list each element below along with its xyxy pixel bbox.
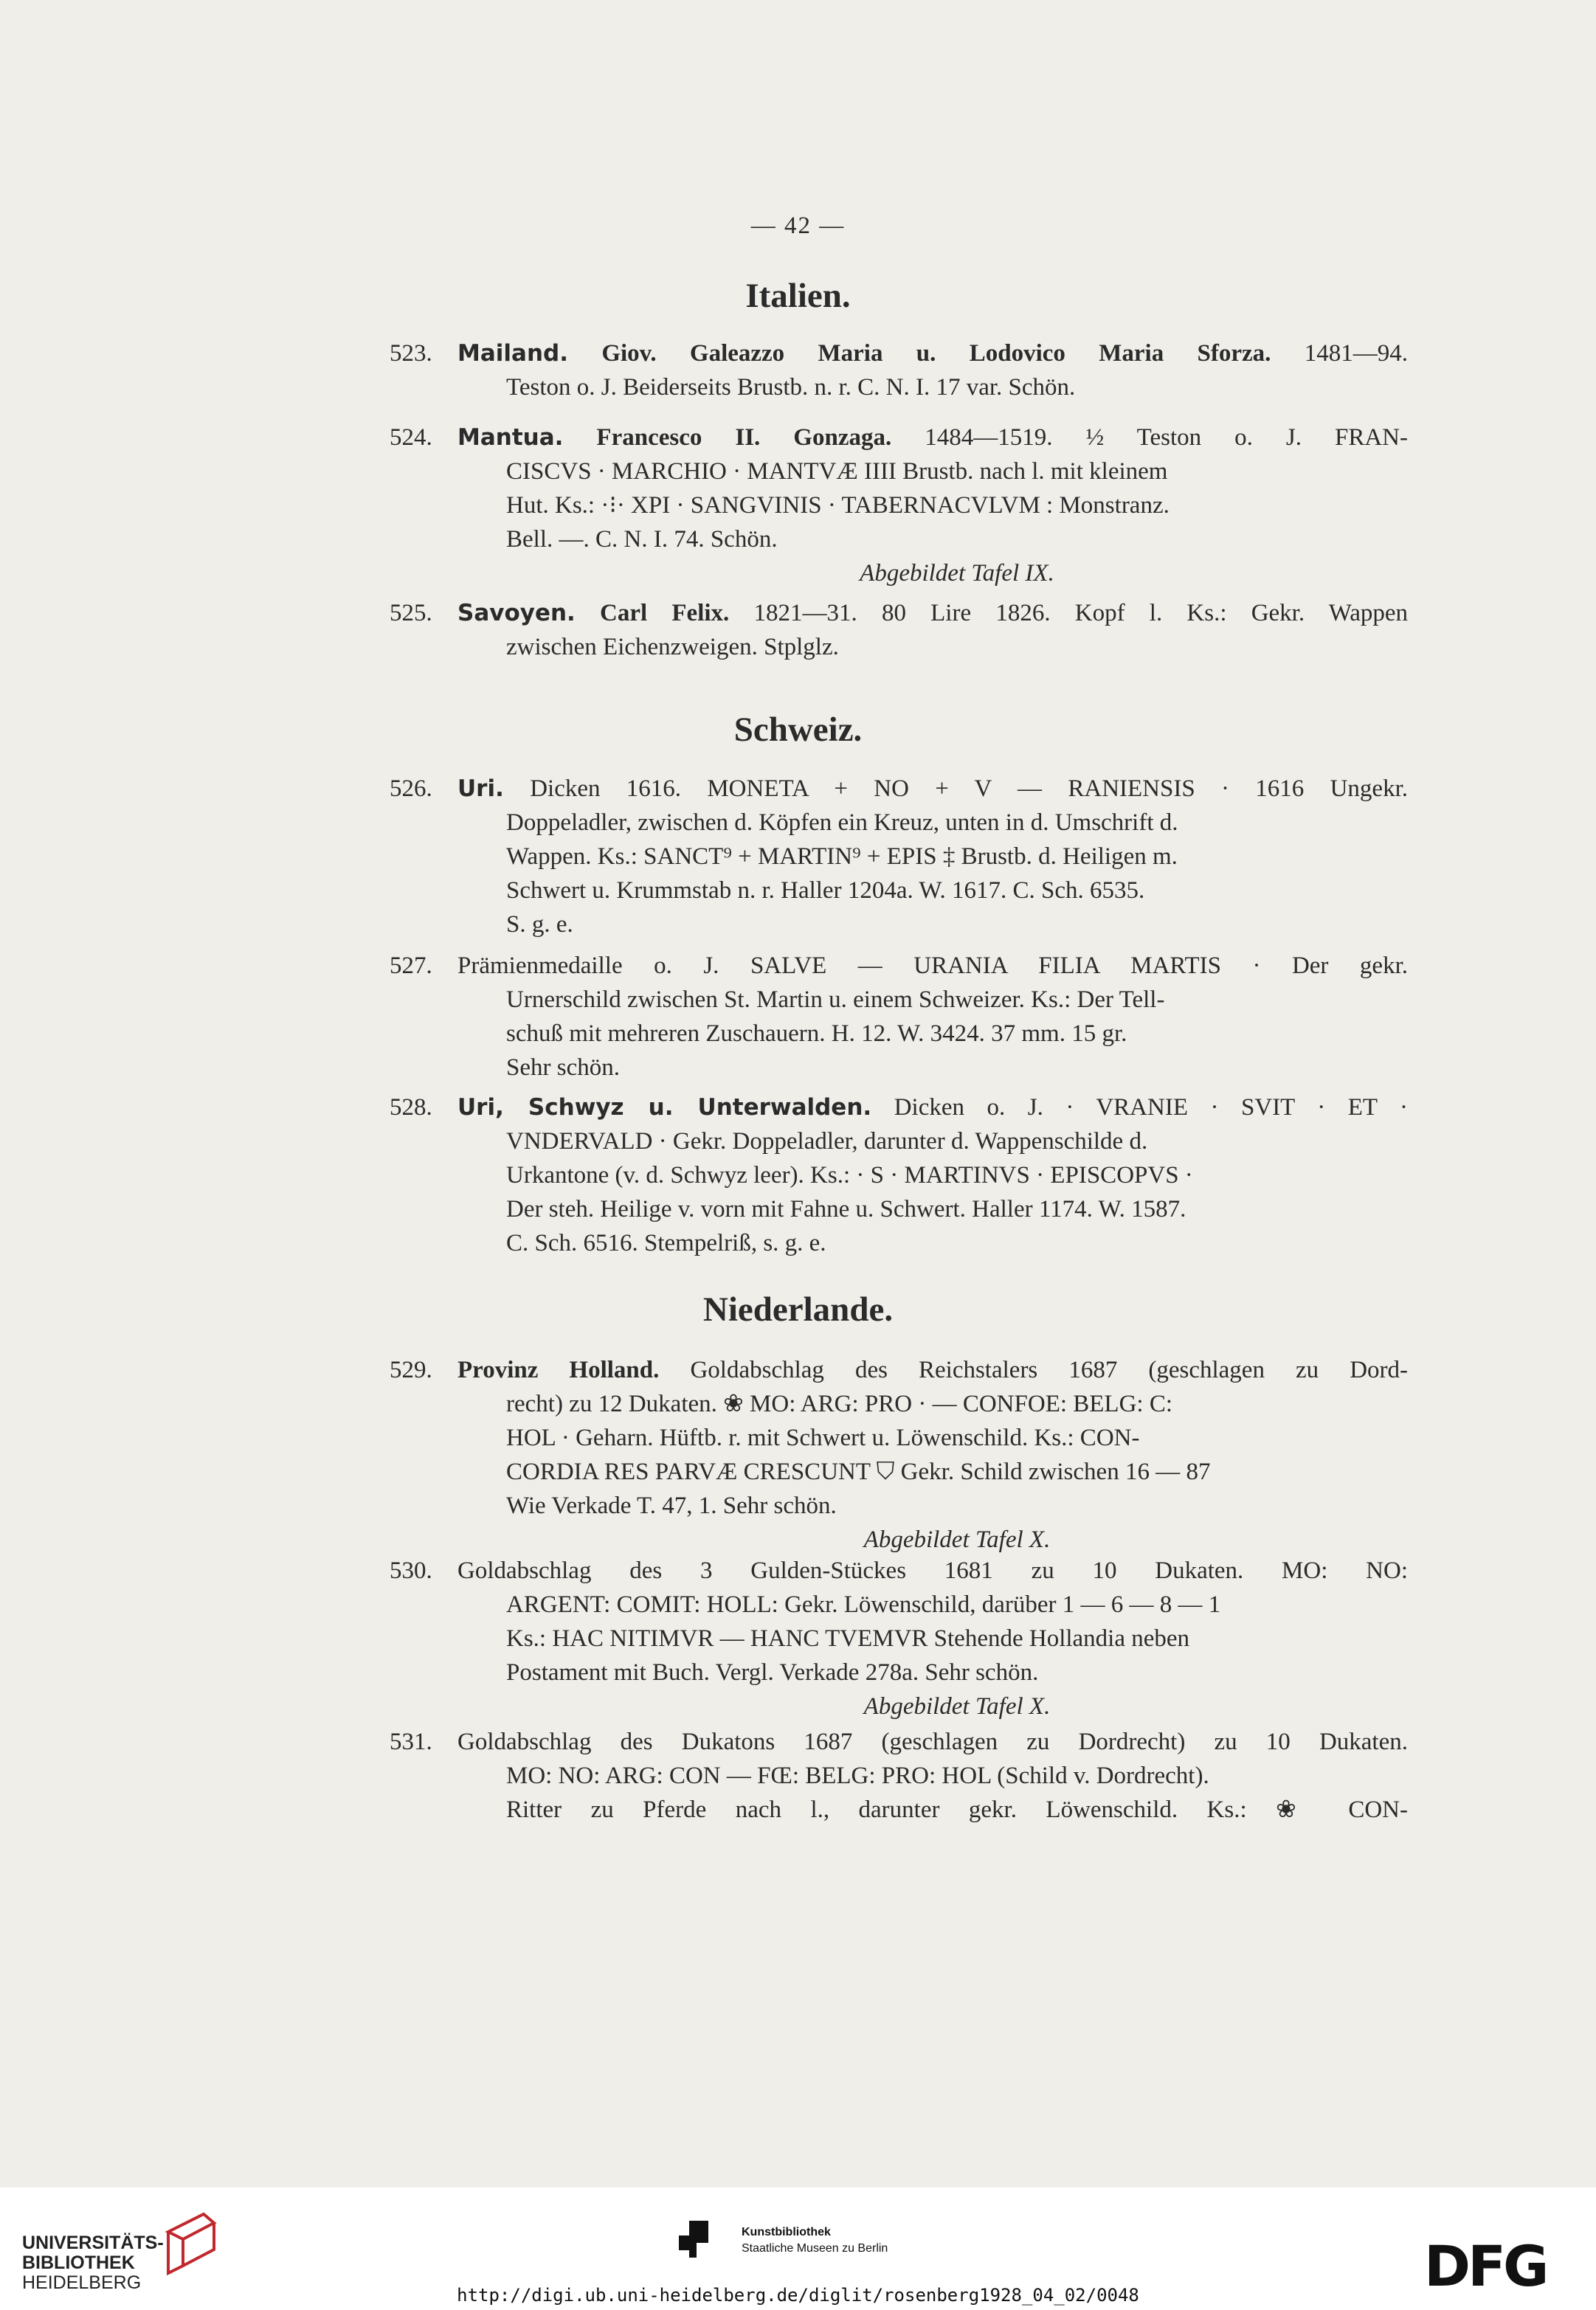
- entry-number: 529.: [390, 1357, 432, 1383]
- entry-first-text: 1481—94.: [1304, 340, 1408, 367]
- heidelberg-library-logo[interactable]: [22, 2233, 164, 2293]
- catalog-entry-528: [390, 1090, 1408, 1260]
- catalog-entry-523: [390, 336, 1408, 404]
- entry-line: Urkantone (v. d. Schwyz leer). Ks.: · S · MARTINVS · EPISCOPVS ·: [506, 1162, 1193, 1189]
- entry-number: 525.: [390, 600, 432, 626]
- entry-number: 530.: [390, 1557, 432, 1584]
- ub-logo-line: HEIDELBERG: [22, 2272, 142, 2293]
- page-number: — 42 —: [750, 212, 846, 239]
- entry-first-text: 1484—1519. ½ Teston o. J. FRAN-: [925, 424, 1408, 451]
- entry-place: Mailand.: [457, 340, 568, 367]
- entry-line: S. g. e.: [506, 911, 573, 938]
- entry-first-line: [390, 1353, 1408, 1387]
- entry-number: 526.: [390, 775, 432, 802]
- entry-number: 523.: [390, 340, 432, 367]
- entry-line: VNDERVALD · Gekr. Doppeladler, darunter d. Wappenschilde d.: [506, 1128, 1148, 1155]
- catalog-entry-525: [390, 596, 1408, 664]
- entry-line: schuß mit mehreren Zuschauern. H. 12. W. 3424. 37 mm. 15 gr.: [506, 1020, 1127, 1047]
- entry-first-line: [390, 1090, 1408, 1124]
- entry-line: Doppeladler, zwischen d. Köpfen ein Kreuz, unten in d. Umschrift d.: [506, 809, 1178, 836]
- entry-place: Provinz Holland.: [457, 1357, 660, 1383]
- kb-logo-title: Kunstbibliothek: [742, 2226, 831, 2238]
- entry-caption: Abgebildet Tafel X.: [863, 1526, 1051, 1553]
- entry-line: Ritter zu Pferde nach l., darunter gekr. Löwenschild. Ks.: ❀ CON-: [506, 1797, 1408, 1823]
- catalog-entry-526: [390, 772, 1408, 941]
- entry-first-line: [390, 949, 1408, 983]
- entry-line: CORDIA RES PARVÆ CRESCUNT ⛉ Gekr. Schild zwischen 16 — 87: [506, 1459, 1211, 1485]
- entry-first-line: [390, 1725, 1408, 1759]
- entry-place: Uri.: [457, 775, 504, 802]
- entry-number: 527.: [390, 952, 432, 979]
- ub-emblem-icon: [161, 2210, 221, 2278]
- entry-line: recht) zu 12 Dukaten. ❀ MO: ARG: PRO · — CONFOE: BELG: C:: [506, 1391, 1173, 1417]
- section-heading-niederlande: Niederlande.: [702, 1290, 894, 1329]
- section-heading-schweiz: Schweiz.: [733, 710, 863, 749]
- entry-first-line: [390, 336, 1408, 370]
- entry-line: Teston o. J. Beiderseits Brustb. n. r. C. N. I. 17 var. Schön.: [506, 374, 1076, 401]
- entry-line: ARGENT: COMIT: HOLL: Gekr. Löwenschild, darüber 1 — 6 — 8 — 1: [506, 1591, 1221, 1618]
- ub-logo-line: UNIVERSITÄTS-: [22, 2233, 164, 2253]
- entry-first-line: [390, 1554, 1408, 1588]
- entry-ruler: Francesco II. Gonzaga.: [596, 424, 892, 451]
- catalog-entry-524: [390, 421, 1408, 590]
- entry-ruler: Giov. Galeazzo Maria u. Lodovico Maria Sforza.: [601, 340, 1271, 367]
- entry-line: Der steh. Heilige v. vorn mit Fahne u. Schwert. Haller 1174. W. 1587.: [506, 1196, 1186, 1223]
- entry-place: Mantua.: [457, 424, 564, 451]
- entry-line: CISCVS · MARCHIO · MANTVÆ IIII Brustb. nach l. mit kleinem: [506, 458, 1168, 485]
- entry-first-text: Prämienmedaille o. J. SALVE — URANIA FILIA MARTIS · Der gekr.: [457, 952, 1408, 979]
- entry-caption: Abgebildet Tafel X.: [863, 1693, 1051, 1720]
- catalog-entry-527: [390, 949, 1408, 1085]
- entry-first-text: Goldabschlag des Dukatons 1687 (geschlagen zu Dordrecht) zu 10 Dukaten.: [457, 1729, 1408, 1755]
- entry-place: Uri, Schwyz u. Unterwalden.: [457, 1094, 872, 1121]
- entry-line: Ks.: HAC NITIMVR — HANC TVEMVR Stehende Hollandia neben: [506, 1625, 1190, 1652]
- entry-first-text: 1821—31. 80 Lire 1826. Kopf l. Ks.: Gekr. Wappen: [753, 600, 1408, 626]
- entry-line: HOL · Geharn. Hüftb. r. mit Schwert u. Löwenschild. Ks.: CON-: [506, 1425, 1140, 1451]
- section-heading-italien: Italien.: [745, 277, 851, 315]
- entry-first-text: Goldabschlag des 3 Gulden-Stückes 1681 zu 10 Dukaten. MO: NO:: [457, 1557, 1408, 1584]
- entry-line: C. Sch. 6516. Stempelriß, s. g. e.: [506, 1230, 826, 1256]
- entry-line: zwischen Eichenzweigen. Stplglz.: [506, 634, 839, 660]
- entry-line: Wie Verkade T. 47, 1. Sehr schön.: [506, 1493, 837, 1519]
- entry-line: Wappen. Ks.: SANCT⁹ + MARTIN⁹ + EPIS ‡ Brustb. d. Heiligen m.: [506, 843, 1178, 870]
- entry-line: Bell. —. C. N. I. 74. Schön.: [506, 526, 778, 553]
- entry-line: Sehr schön.: [506, 1054, 620, 1081]
- entry-first-line: [390, 596, 1408, 630]
- entry-first-text: Dicken 1616. MONETA + NO + V — RANIENSIS · 1616 Ungekr.: [530, 775, 1409, 802]
- entry-line: Schwert u. Krummstab n. r. Haller 1204a. W. 1617. C. Sch. 6535.: [506, 877, 1145, 904]
- entry-number: 528.: [390, 1094, 432, 1121]
- entry-place: Savoyen.: [457, 600, 576, 626]
- entry-line: Hut. Ks.: ·⁝· XPI · SANGVINIS · TABERNACVLVM : Monstranz.: [506, 492, 1170, 519]
- footer-bar: [0, 2188, 1596, 2310]
- catalog-entry-530: [390, 1554, 1408, 1723]
- page-url[interactable]: http://digi.ub.uni-heidelberg.de/diglit/rosenberg1928_04_02/0048: [457, 2285, 1139, 2306]
- entry-first-text: Dicken o. J. · VRANIE · SVIT · ET ·: [894, 1094, 1409, 1121]
- catalog-entry-531: [390, 1725, 1408, 1827]
- ub-logo-line: BIBLIOTHEK: [22, 2252, 135, 2273]
- entry-first-text: Goldabschlag des Reichstalers 1687 (geschlagen zu Dord-: [690, 1357, 1409, 1383]
- entry-line: MO: NO: ARG: CON — FŒ: BELG: PRO: HOL (Schild v. Dordrecht).: [506, 1763, 1209, 1789]
- dfg-logo[interactable]: DFG: [1424, 2233, 1547, 2299]
- entry-line: Urnerschild zwischen St. Martin u. einem Schweizer. Ks.: Der Tell-: [506, 986, 1165, 1013]
- catalog-entry-529: [390, 1353, 1408, 1557]
- entry-first-line: [390, 772, 1408, 806]
- kb-logo-subtitle: Staatliche Museen zu Berlin: [742, 2242, 888, 2255]
- kunstbibliothek-emblem-icon: [679, 2221, 708, 2258]
- kunstbibliothek-logo[interactable]: [742, 2224, 888, 2257]
- entry-line: Postament mit Buch. Vergl. Verkade 278a. Sehr schön.: [506, 1659, 1039, 1686]
- entry-number: 524.: [390, 424, 432, 451]
- entry-ruler: Carl Felix.: [600, 600, 730, 626]
- entry-caption: Abgebildet Tafel IX.: [860, 560, 1054, 587]
- entry-first-line: [390, 421, 1408, 454]
- entry-number: 531.: [390, 1729, 432, 1755]
